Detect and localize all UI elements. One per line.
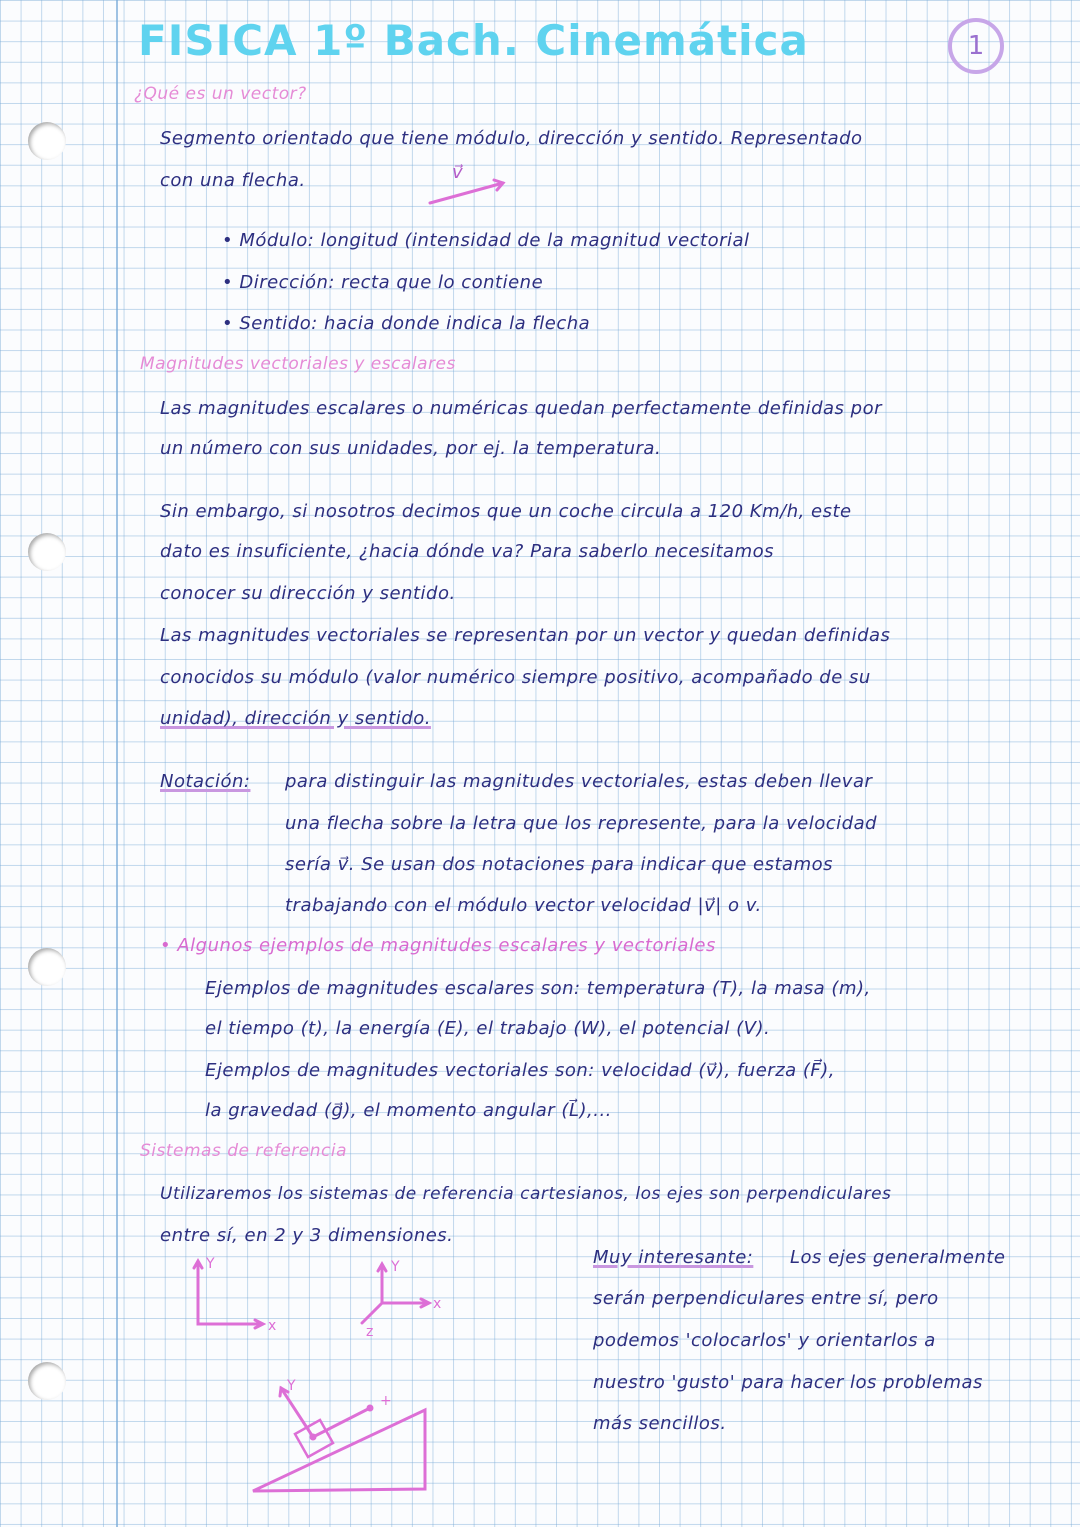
text-line: conocidos su módulo (valor numérico siempre positivo, acompañado de su [160,667,871,688]
axis-label-y: Y [206,1256,215,1272]
page-number: 1 [948,18,1004,74]
text-line: Sin embargo, si nosotros decimos que un coche circula a 120 Km/h, este [160,501,852,522]
heading-vector: ¿Qué es un vector? [134,84,307,104]
note-line: Los ejes generalmente [790,1247,1006,1268]
text-line: un número con sus unidades, por ej. la temperatura. [160,438,662,459]
axis-label-y: Y [287,1378,296,1394]
axis-label-x: x [268,1318,277,1334]
heading-ejemplos: • Algunos ejemplos de magnitudes escalares y vectoriales [160,935,716,956]
axis-label-plus: + [380,1393,392,1409]
text-line: el tiempo (t), la energía (E), el trabajo (W), el potencial (V). [205,1018,771,1039]
text-line: dato es insuficiente, ¿hacia dónde va? Para saberlo necesitamos [160,541,775,562]
text-line: Utilizaremos los sistemas de referencia cartesianos, los ejes son perpendiculares [160,1184,892,1204]
note-line: serán perpendiculares entre sí, pero [593,1288,939,1309]
text-line: Ejemplos de magnitudes vectoriales son: velocidad (v⃗), fuerza (F⃗), [205,1060,836,1081]
note-line: podemos 'colocarlos' y orientarlos a [593,1330,936,1351]
note-line: más sencillos. [593,1413,727,1434]
text-line: trabajando con el módulo vector velocidad |v⃗| o v. [285,895,762,916]
inclined-plane-diagram [253,1388,425,1491]
bullet-item: • Módulo: longitud (intensidad de la magnitud vectorial [222,230,750,251]
text-line: entre sí, en 2 y 3 dimensiones. [160,1225,454,1246]
note-line: nuestro 'gusto' para hacer los problemas [593,1372,983,1393]
text-line: la gravedad (g⃗), el momento angular (L⃗),... [205,1100,612,1121]
axes-2d-diagram [194,1261,263,1328]
note-label: Muy interesante: [593,1247,754,1268]
text-line: Las magnitudes vectoriales se representan por un vector y quedan definidas [160,625,891,646]
page-title: FISICA 1º Bach. Cinemática [138,16,809,65]
axis-label-y: Y [391,1259,400,1275]
notation-label: Notación: [160,771,251,792]
text-line: una flecha sobre la letra que los represente, para la velocidad [285,813,878,834]
text-line: sería v⃗. Se usan dos notaciones para indicar que estamos [285,854,833,875]
text-line: conocer su dirección y sentido. [160,583,456,604]
text-line: Ejemplos de magnitudes escalares son: temperatura (T), la masa (m), [205,978,871,999]
bullet-item: • Sentido: hacia donde indica la flecha [222,313,591,334]
text-line: para distinguir las magnitudes vectoriales, estas deben llevar [285,771,873,792]
axis-label-z: z [366,1324,374,1340]
heading-magnitudes: Magnitudes vectoriales y escalares [140,354,456,374]
text-line: unidad), dirección y sentido. [160,708,431,729]
text-line: con una flecha. [160,170,306,191]
heading-sistemas: Sistemas de referencia [140,1141,347,1161]
text-line: Segmento orientado que tiene módulo, dirección y sentido. Representado [160,128,863,149]
vector-arrow-icon [430,180,503,203]
vector-symbol: v⃗ [452,162,464,183]
bullet-item: • Dirección: recta que lo contiene [222,272,544,293]
axis-label-x: x [433,1296,442,1312]
text-line: Las magnitudes escalares o numéricas quedan perfectamente definidas por [160,398,882,419]
